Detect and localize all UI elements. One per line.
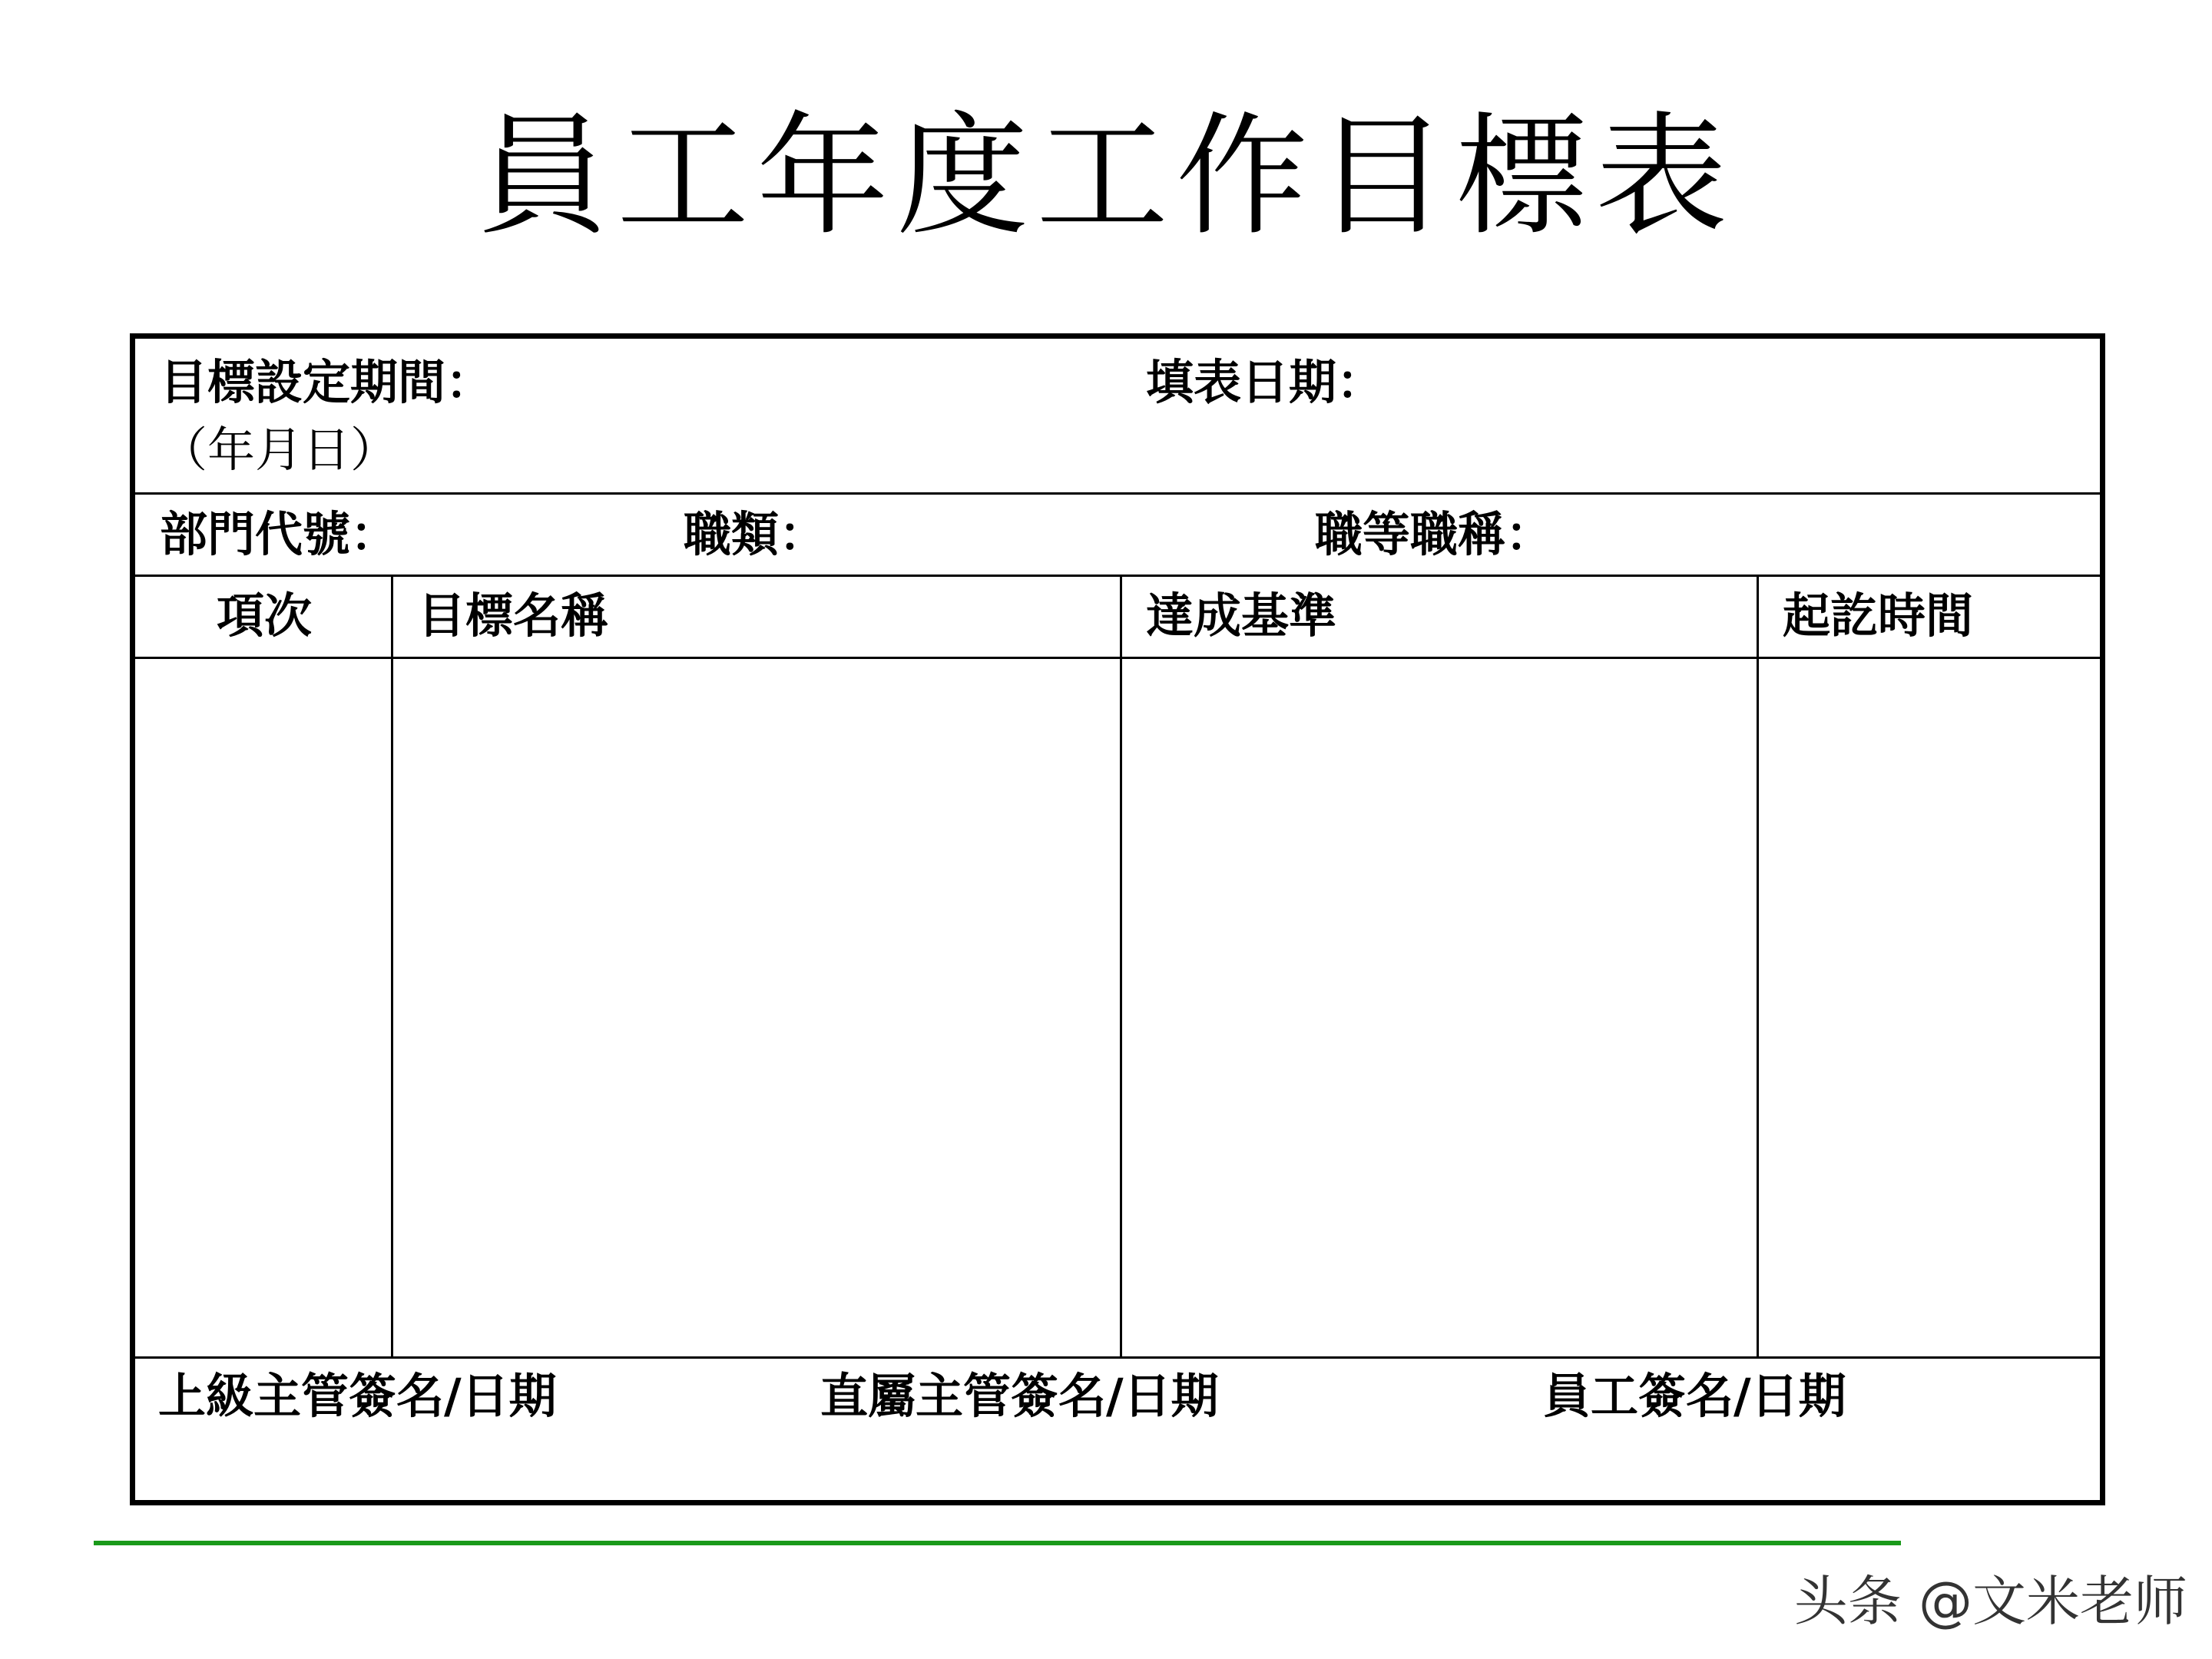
goal-period-hint: （年月日） (160, 422, 399, 478)
green-divider-line (94, 1541, 1901, 1545)
row-divider-1 (135, 492, 2100, 495)
signature-employee: 員工簽名/日期 (1543, 1368, 1846, 1424)
header-achievement-standard: 達成基準 (1146, 588, 1337, 644)
row-divider-4 (135, 1356, 2100, 1359)
goal-period-label: 目標設定期間： (160, 354, 494, 410)
goal-form-table (130, 333, 2105, 1505)
fill-date-label: 填表日期： (1146, 354, 1385, 410)
watermark-text: 头条 @文米老师 (1793, 1570, 2187, 1633)
dept-code-label: 部門代號： (160, 506, 399, 562)
column-divider-2 (1120, 575, 1122, 1359)
header-start-end-time: 起訖時間 (1783, 588, 1974, 644)
job-class-label: 職類： (684, 506, 827, 562)
row-divider-3 (135, 657, 2100, 659)
row-divider-2 (135, 575, 2100, 577)
header-goal-name: 目標名稱 (418, 588, 609, 644)
signature-senior-manager: 上級主管簽名/日期 (158, 1368, 557, 1424)
header-item-no: 項次 (217, 588, 313, 644)
signature-direct-manager: 直屬主管簽名/日期 (820, 1368, 1219, 1424)
column-divider-3 (1757, 575, 1759, 1359)
column-divider-1 (391, 575, 393, 1359)
job-grade-label: 職等職稱： (1315, 506, 1554, 562)
page-title: 員工年度工作目標表 (477, 99, 1735, 253)
